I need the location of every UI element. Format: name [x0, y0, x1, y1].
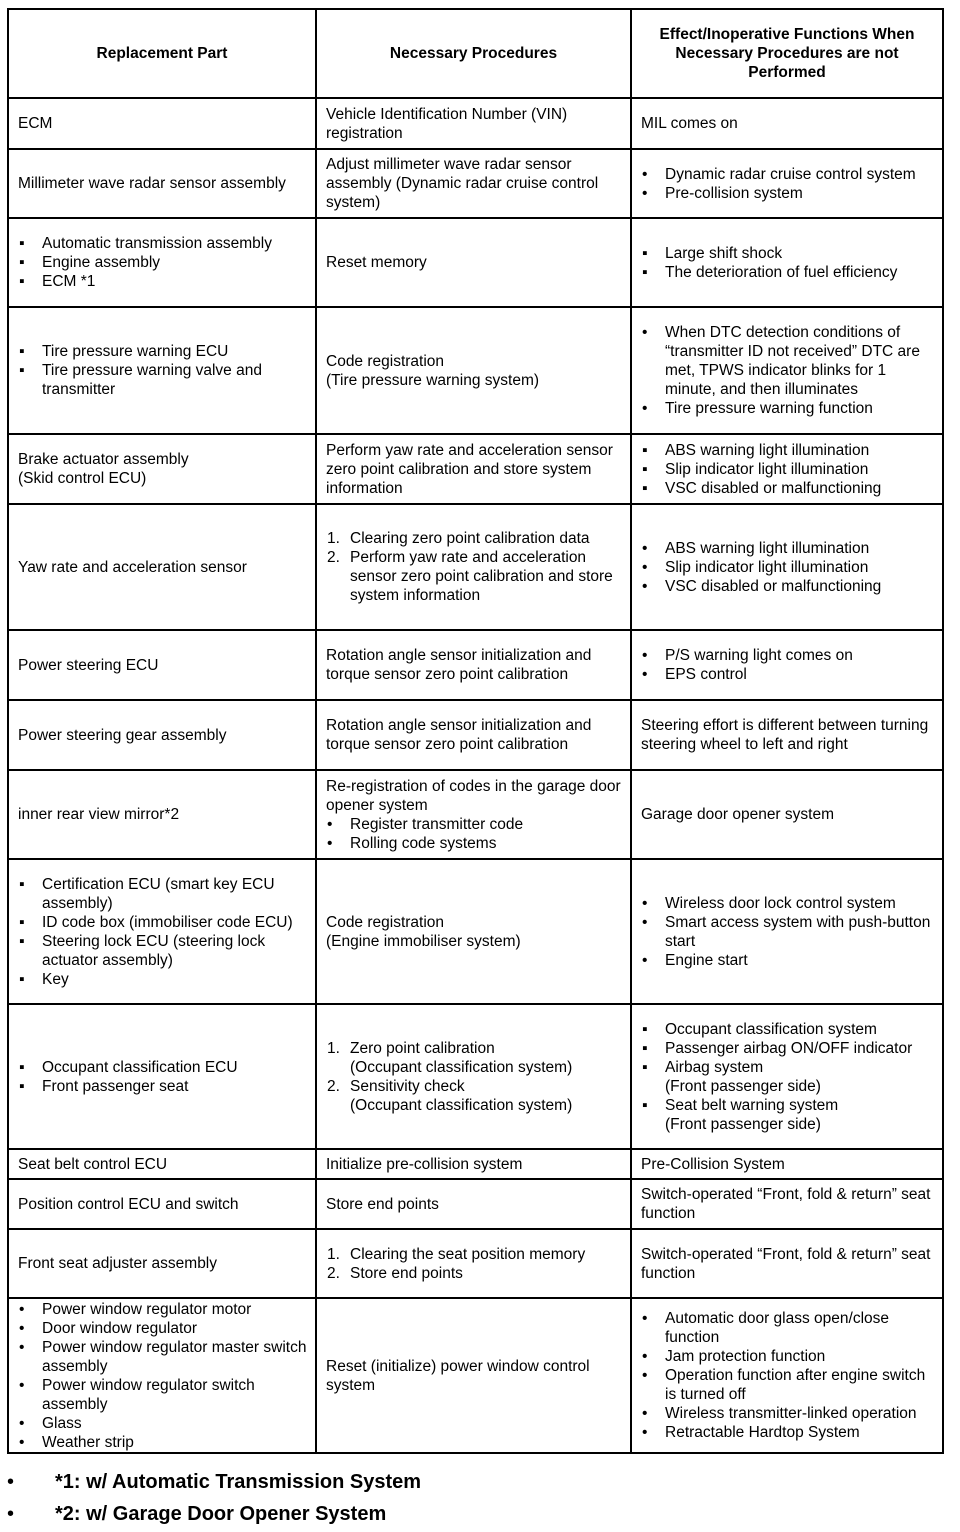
procedure-text: Rotation angle sensor initialization and torque sensor zero point calibration [326, 717, 592, 753]
replacement-part-cell [8, 307, 316, 434]
table-row [8, 859, 943, 1004]
bullet-list [18, 342, 307, 399]
procedure-text-block [326, 253, 622, 272]
replacement-part-item: ▪ Tire pressure warning valve and transmitter [18, 361, 307, 399]
effect-item: ▪ Seat belt warning system (Front passenger side) [641, 1096, 934, 1134]
step-text: Perform yaw rate and acceleration sensor zero point calibration and store system information [350, 549, 613, 604]
replacement-part-text: Power steering ECU [18, 656, 159, 674]
replacement-part-item: ▪ Certification ECU (smart key ECU assembly) [18, 875, 307, 913]
replacement-part-item: ▪ Tire pressure warning ECU [18, 342, 307, 361]
step-text: Clearing zero point calibration data [350, 530, 590, 547]
effect-cell [631, 770, 943, 859]
effect-cell [631, 1004, 943, 1149]
procedure-cell [316, 307, 631, 434]
replacement-part-item: • Power window regulator master switch assembly [18, 1338, 307, 1376]
effect-item: • Jam protection function [641, 1347, 934, 1366]
step-text: Clearing the seat position memory [350, 1245, 586, 1263]
procedure-item: • Register transmitter code [326, 815, 622, 834]
replacement-part-item: ▪ Automatic transmission assembly [18, 234, 307, 253]
procedure-text-block [326, 777, 622, 815]
footnote-text: *2: w/ Garage Door Opener System [55, 1503, 387, 1525]
table-row [8, 630, 943, 700]
effect-cell [631, 218, 943, 307]
step-number: 1. [327, 530, 340, 547]
procedure-text: Reset memory [326, 254, 427, 271]
replacement-part-item: ▪ Front passenger seat [18, 1077, 307, 1096]
procedure-cell [316, 504, 631, 630]
procedure-text: Adjust millimeter wave radar sensor assembly (Dynamic radar cruise control system) [326, 156, 599, 211]
effect-item: ▪ Large shift shock [641, 244, 934, 263]
procedure-text-block [326, 1155, 622, 1174]
bullet-list [641, 646, 934, 684]
effect-cell [631, 307, 943, 434]
procedure-text: Re-registration of codes in the garage door opener system [326, 777, 621, 814]
procedure-text-block [326, 352, 622, 390]
procedure-text: Perform yaw rate and acceleration sensor zero point calibration and store system information [326, 441, 613, 497]
procedure-text-block [326, 716, 622, 754]
effect-item: • Smart access system with push-button start [641, 913, 934, 951]
replacement-part-cell [8, 700, 316, 770]
effect-item: • Wireless door lock control system [641, 894, 934, 913]
numbered-list [326, 1039, 622, 1115]
step-number: 1. [327, 1039, 340, 1057]
replacement-part-item: ▪ Occupant classification ECU [18, 1058, 307, 1077]
replacement-part-cell [8, 98, 316, 149]
replacement-part-cell [8, 1179, 316, 1229]
header-necessary-procedures: Necessary Procedures [316, 9, 631, 98]
replacement-part-item: • Glass [18, 1414, 307, 1433]
procedure-text: Vehicle Identification Number (VIN) registration [326, 105, 568, 142]
effect-item: • When DTC detection conditions of “transmitter ID not received” DTC are met, TPWS indicator blinks for 1 minute, and then illuminates [641, 323, 934, 399]
effect-item: • EPS control [641, 665, 934, 684]
bullet-icon: • [7, 1471, 15, 1493]
replacement-part-cell [8, 1298, 316, 1453]
table-row [8, 1298, 943, 1453]
replacement-part-text: Seat belt control ECU [18, 1155, 168, 1173]
procedure-cell [316, 98, 631, 149]
procedure-step [326, 1264, 622, 1283]
replacement-part-text: inner rear view mirror*2 [18, 806, 180, 823]
replacement-part-item: ▪ Engine assembly [18, 253, 307, 272]
table-row [8, 1149, 943, 1179]
replacement-part-text: Millimeter wave radar sensor assembly [18, 175, 286, 192]
effect-cell [631, 149, 943, 218]
effect-cell [631, 1229, 943, 1298]
bullet-list [326, 815, 622, 853]
procedure-text: Code registration (Tire pressure warning system) [326, 352, 540, 389]
effect-text: MIL comes on [641, 115, 738, 132]
effect-text: Switch-operated “Front, fold & return” seat function [641, 1245, 931, 1282]
effect-text: Switch-operated “Front, fold & return” seat function [641, 1186, 931, 1222]
replacement-part-item: ▪ ECM *1 [18, 272, 307, 291]
table-row [8, 307, 943, 434]
effect-item: • Pre-collision system [641, 184, 934, 203]
procedure-cell [316, 218, 631, 307]
procedure-cell [316, 149, 631, 218]
bullet-list [641, 165, 934, 203]
procedure-step [326, 1039, 622, 1077]
table-row [8, 700, 943, 770]
procedure-cell [316, 1149, 631, 1179]
bullet-list [641, 539, 934, 596]
table-header-row [8, 9, 943, 98]
step-number: 2. [327, 1264, 340, 1282]
effect-item: • ABS warning light illumination [641, 539, 934, 558]
procedure-step [326, 1245, 622, 1264]
effect-text: Garage door opener system [641, 806, 834, 823]
effect-item: • Engine start [641, 951, 934, 970]
procedure-text-block [326, 155, 622, 212]
effect-cell [631, 1179, 943, 1229]
bullet-list [641, 244, 934, 282]
bullet-list [641, 1020, 934, 1134]
bullet-list [18, 1058, 307, 1096]
bullet-list [18, 1300, 307, 1452]
effect-item: ▪ The deterioration of fuel efficiency [641, 263, 934, 282]
replacement-part-cell [8, 434, 316, 504]
effect-item: • Operation function after engine switch is turned off [641, 1366, 934, 1404]
procedure-cell [316, 859, 631, 1004]
effect-cell [631, 630, 943, 700]
replacement-part-item: • Power window regulator motor [18, 1300, 307, 1319]
procedure-text: Rotation angle sensor initialization and torque sensor zero point calibration [326, 647, 592, 683]
bullet-list [641, 1309, 934, 1442]
step-number: 1. [327, 1245, 340, 1263]
procedure-text-block [326, 1195, 622, 1214]
footnote [7, 1466, 947, 1498]
footnote-text: *1: w/ Automatic Transmission System [55, 1471, 422, 1493]
replacement-procedures-table [7, 8, 944, 1454]
procedure-text-block [326, 1357, 622, 1395]
procedure-text-block [326, 646, 622, 684]
header-replacement-part: Replacement Part [8, 9, 316, 98]
procedure-text-block [326, 441, 622, 498]
numbered-list [326, 529, 622, 605]
bullet-list [641, 323, 934, 418]
replacement-part-cell [8, 218, 316, 307]
replacement-part-item: • Weather strip [18, 1433, 307, 1452]
replacement-part-text: Front seat adjuster assembly [18, 1255, 218, 1272]
replacement-part-item: ▪ Key [18, 970, 307, 989]
replacement-part-item: ▪ Steering lock ECU (steering lock actuator assembly) [18, 932, 307, 970]
header-effect-inoperative-functions: Effect/Inoperative Functions When Necessary Procedures are not Performed [631, 9, 943, 98]
step-text: Sensitivity check (Occupant classification system) [350, 1077, 573, 1114]
footnotes [7, 1466, 947, 1530]
replacement-part-text: Brake actuator assembly (Skid control ECU) [18, 451, 189, 487]
bullet-list [18, 234, 307, 291]
procedure-text: Store end points [326, 1195, 439, 1213]
procedure-cell [316, 770, 631, 859]
effect-cell [631, 859, 943, 1004]
procedure-cell [316, 1229, 631, 1298]
step-number: 2. [327, 549, 340, 566]
procedure-cell [316, 1179, 631, 1229]
procedure-step [326, 548, 622, 605]
effect-item: • Slip indicator light illumination [641, 558, 934, 577]
procedure-cell [316, 1004, 631, 1149]
replacement-part-cell [8, 504, 316, 630]
effect-item: • Tire pressure warning function [641, 399, 934, 418]
effect-cell [631, 434, 943, 504]
procedure-text: Reset (initialize) power window control system [326, 1357, 590, 1394]
effect-cell [631, 1298, 943, 1453]
bullet-list [641, 894, 934, 970]
procedure-item: • Rolling code systems [326, 834, 622, 853]
footnote [7, 1498, 947, 1530]
effect-cell [631, 1149, 943, 1179]
effect-item: ▪ Slip indicator light illumination [641, 460, 934, 479]
table-body [8, 98, 943, 1453]
effect-item: ▪ Airbag system (Front passenger side) [641, 1058, 934, 1096]
replacement-part-cell [8, 770, 316, 859]
table-row [8, 218, 943, 307]
effect-cell [631, 700, 943, 770]
procedure-cell [316, 700, 631, 770]
replacement-part-cell [8, 1229, 316, 1298]
procedure-text-block [326, 105, 622, 143]
table-row [8, 434, 943, 504]
table-row [8, 1004, 943, 1149]
replacement-part-text: ECM [18, 115, 53, 132]
procedure-step [326, 529, 622, 548]
procedure-text: Initialize pre-collision system [326, 1155, 523, 1173]
effect-cell [631, 504, 943, 630]
effect-item: • Retractable Hardtop System [641, 1423, 934, 1442]
bullet-list [641, 441, 934, 498]
replacement-part-text: Power steering gear assembly [18, 726, 227, 744]
bullet-list [18, 875, 307, 989]
step-number: 2. [327, 1077, 340, 1095]
procedure-cell [316, 1298, 631, 1453]
table-row [8, 149, 943, 218]
effect-item: ▪ ABS warning light illumination [641, 441, 934, 460]
procedure-step [326, 1077, 622, 1115]
replacement-part-cell [8, 1149, 316, 1179]
replacement-part-item: • Power window regulator switch assembly [18, 1376, 307, 1414]
table-row [8, 770, 943, 859]
table-row [8, 98, 943, 149]
replacement-part-text: Position control ECU and switch [18, 1195, 239, 1213]
table-row [8, 504, 943, 630]
replacement-part-cell [8, 149, 316, 218]
step-text: Zero point calibration (Occupant classification system) [350, 1039, 573, 1076]
effect-cell [631, 98, 943, 149]
replacement-part-cell [8, 630, 316, 700]
effect-item: ▪ Passenger airbag ON/OFF indicator [641, 1039, 934, 1058]
bullet-icon: • [7, 1503, 15, 1525]
procedure-text: Code registration (Engine immobiliser system) [326, 913, 521, 950]
effect-item: ▪ VSC disabled or malfunctioning [641, 479, 934, 498]
table-row [8, 1179, 943, 1229]
effect-item: ▪ Occupant classification system [641, 1020, 934, 1039]
procedure-text-block [326, 913, 622, 951]
procedure-cell [316, 434, 631, 504]
table-row [8, 1229, 943, 1298]
effect-text: Steering effort is different between turning steering wheel to left and right [641, 717, 929, 753]
procedure-cell [316, 630, 631, 700]
replacement-part-cell [8, 859, 316, 1004]
step-text: Store end points [350, 1264, 463, 1282]
effect-item: • Dynamic radar cruise control system [641, 165, 934, 184]
replacement-part-item: ▪ ID code box (immobiliser code ECU) [18, 913, 307, 932]
replacement-part-text: Yaw rate and acceleration sensor [18, 558, 247, 576]
effect-item: • P/S warning light comes on [641, 646, 934, 665]
effect-item: • Wireless transmitter-linked operation [641, 1404, 934, 1423]
effect-item: • VSC disabled or malfunctioning [641, 577, 934, 596]
replacement-part-item: • Door window regulator [18, 1319, 307, 1338]
numbered-list [326, 1245, 622, 1283]
effect-item: • Automatic door glass open/close function [641, 1309, 934, 1347]
effect-text: Pre-Collision System [641, 1155, 785, 1173]
replacement-part-cell [8, 1004, 316, 1149]
